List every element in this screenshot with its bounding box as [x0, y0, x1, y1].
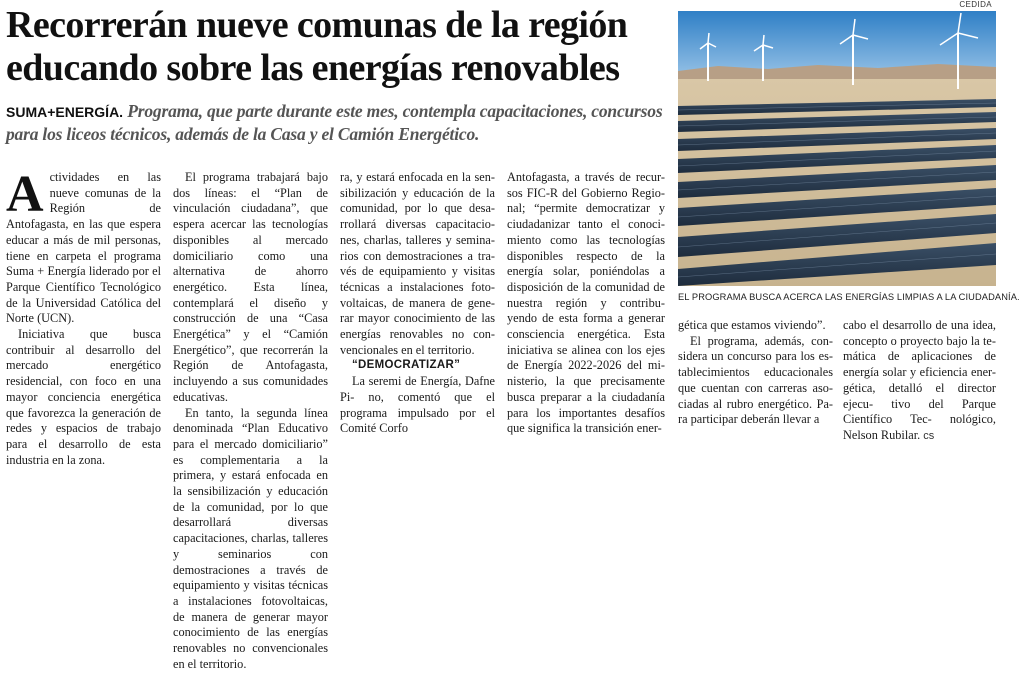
column-6	[843, 318, 996, 445]
body-paragraph-4-cont: ra, y estará enfocada en la sen- sibilización y educación de la comunidad, por lo que desa- rrollará diversas capacitacio- nes, charlas, talleres y semina- rios con demostraciones a tra- vés de equipamiento y visitas técnicas a instalaciones foto- voltaicas, de manera de gene- rar mayor conocimiento de las energías renovables no con- vencionales en el territorio.	[340, 170, 495, 357]
solar-farm-illustration	[678, 11, 996, 286]
kicker-label: SUMA+ENERGÍA.	[6, 104, 124, 120]
body-paragraph-3: El programa trabajará bajo dos líneas: el “Plan de vinculación ciudadana”, que espera acercar las tecnologías disponibles al mercado domiciliario como una alternativa de ahorro energético. Esta línea, contemplará el diseño y construcción de una “Casa Energética” y el “Camión Energético”, que recorrerán la Región de Antofagasta, incluyendo a sus comunidades educativas.	[173, 170, 328, 404]
body-paragraph-6: El programa, además, con- sidera un concurso para los es- tablecimientos educacionales que cuentan con carreras aso- ciadas al rubro energético. Pa- ra participar deberán llevar a	[678, 333, 833, 427]
column-3	[340, 170, 495, 437]
photo-credit: CEDIDA	[959, 0, 992, 9]
body-paragraph-5-cont: Antofagasta, a través de recur- sos FIC-R del Gobierno Regio- nal; “permite democratizar y ciudadanizar tanto el conoci- miento como las tecnologías disponibles respecto de la energía solar, poniéndolas a disposición de la comunidad de nuestra región y contribu- yendo de esta forma a generar consciencia energética. Esta iniciativa se alinea con los ejes de Energía 2022-2026 del mi- nisterio, la que precisamente busca preparar a la ciudadanía para los importantes desafíos que significa la transición ener-	[507, 170, 665, 436]
drop-cap: A	[6, 166, 44, 223]
body-paragraph-2: Iniciativa que busca contribuir al desarrollo del mercado energético residencial, con foco en una mayor conciencia energética que favorezca la generación de redes y espacios de trabajo para el desarrollo de esta industria en la zona.	[6, 327, 161, 467]
column-4	[507, 170, 665, 437]
kicker-text: Programa, que parte durante este mes, contempla capacitaciones, concursos para los liceos técnicos, además de la Casa y el Camión Energético.	[6, 101, 663, 144]
column-1	[6, 166, 161, 468]
end-mark: cs	[923, 429, 935, 442]
body-paragraph-1: Actividades en las nueve comunas de la Región de Antofagasta, en las que espera educar a más de mil personas, tiene en carpeta el programa Suma + Energía liderado por el Parque Científico Tecnológico de la Universidad Católica del Norte (UCN).	[6, 166, 161, 326]
body-paragraph-5-end: gética que estamos viviendo”.	[678, 318, 826, 332]
body-paragraph-5: La seremi de Energía, Dafne Pi- no, comentó que el programa impulsado por el Comité Corfo	[340, 374, 495, 436]
column-2	[173, 170, 328, 671]
headline: Recorrerán nueve comunas de la región educando sobre las energías renovables	[6, 4, 628, 89]
kicker	[6, 100, 674, 145]
column-5	[678, 318, 833, 428]
body-paragraph-6-cont: cabo el desarrollo de una idea, concepto o proyecto bajo la te- mática de aplicaciones de energía solar y eficiencia ener- gética, detalló el director ejecu- tivo del Parque Científico Tec- nológico, Nelson Rubilar. cs	[843, 318, 996, 442]
solar-farm-photo	[678, 11, 996, 286]
photo-caption: EL PROGRAMA BUSCA ACERCA LAS ENERGÍAS LIMPIAS A LA CIUDADANÍA.	[678, 292, 1020, 302]
subheading: “DEMOCRATIZAR”	[352, 359, 461, 372]
body-paragraph-4: En tanto, la segunda línea denominada “Plan Educativo para el mercado domiciliario” es complementaria a la primera, y estará enfocada en la sensibilización y educación de la comunidad, por lo que desarrollará diversas capacitaciones, charlas, talleres y seminarios con demostraciones a través de equipamiento y visitas técnicas a instalaciones fotovoltaicas, de manera de generar mayor conocimiento de las energías renovables no convencionales en el territorio.	[173, 405, 328, 671]
